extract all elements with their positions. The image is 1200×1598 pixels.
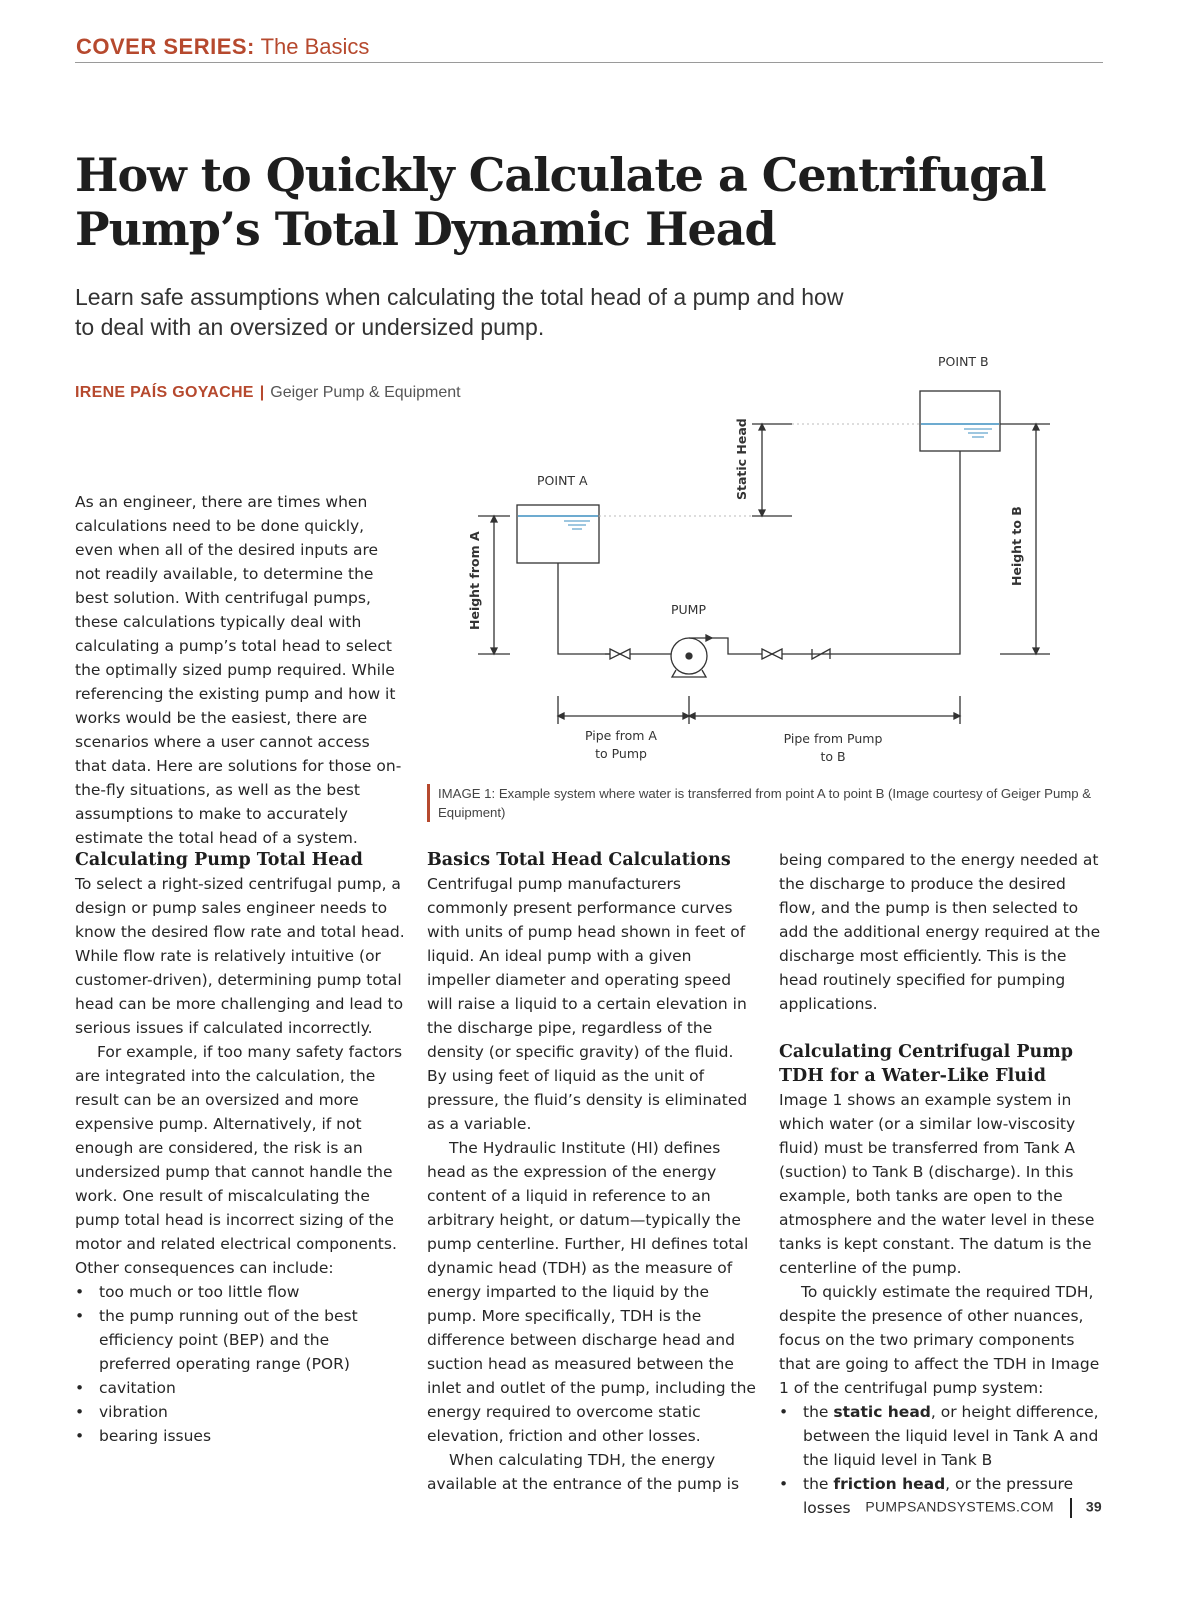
section-heading-water-like-fluid [779,1040,1105,1088]
author-name: IRENE PAÍS GOYACHE [75,384,254,401]
byline [75,384,461,402]
byline-separator: | [259,384,265,401]
list-item: • cavitation [75,1376,405,1400]
col2-paragraph-1: Centrifugal pump manufacturers commonly present performance curves with units of pump head shown in feet of liquid. An ideal pump with a given impeller diameter and operating speed will raise a liquid to a certain elevation in the discharge pipe, regardless of the density (or specific gravity) of the fluid. By using feet of liquid as the unit of pressure, the fluid’s density is eliminated as a variable. [427,875,748,1133]
label-height-to-b: Height to B [1009,506,1024,586]
author-organization: Geiger Pump & Equipment [270,384,461,401]
label-static-head: Static Head [734,418,749,500]
list-item: • the friction head, or the pressure losses [779,1472,1105,1520]
page-footer [865,1498,1102,1518]
col2-paragraph-2: The Hydraulic Institute (HI) defines head as the expression of the energy content of a liquid in reference to an arbitrary height, or datum—typically the pump centerline. Further, HI defines total dynamic head (TDH) as the measure of energy imparted to the liquid by the pump. More specifically, TDH is the difference between discharge head and suction head as measured between the inlet and outlet of the pump, including the energy required to overcome static elevation, friction and other losses. [427,1139,756,1445]
label-pipe-a-2: to Pump [595,746,647,761]
label-pump: PUMP [671,602,707,617]
discharge-pipe [689,451,960,654]
deck-line-1: Learn safe assumptions when calculating the total head of a pump and how [75,284,844,310]
series-label: COVER SERIES: [76,34,255,59]
page-number: 39 [1085,1498,1102,1515]
pump-system-diagram [440,340,1080,780]
caption-text: Example system where water is transferred from point A to point B (Image courtesy of Geiger Pump & Equipment) [438,786,1092,820]
figure-caption [427,784,1118,822]
list-item: • the pump running out of the best efficiency point (BEP) and the preferred operating range (POR) [75,1304,405,1376]
list-item: • bearing issues [75,1424,405,1448]
series-header [76,34,369,60]
title-line-2: Pump’s Total Dynamic Head [75,202,776,256]
label-height-from-a: Height from A [467,531,482,630]
article-title [75,148,1046,256]
col2-paragraph-3: When calculating TDH, the energy available at the entrance of the pump is [427,1451,740,1493]
col3-paragraph-1: being compared to the energy needed at the discharge to produce the desired flow, and the pump is then selected to add the additional energy required at the discharge most efficiently. This is the head routinely specified for pumping applications. [779,851,1101,1013]
term-static-head: static head [833,1403,931,1421]
discharge-valve [762,649,772,659]
tank-b [920,391,1000,451]
col3-paragraph-3: To quickly estimate the required TDH, despite the presence of other nuances, focus on the two primary components that are going to affect the TDH in Image 1 of the centrifugal pump system: [779,1283,1100,1397]
column-1 [75,848,405,1448]
label-pipe-a-1: Pipe from A [585,728,657,743]
caption-label: IMAGE 1: [438,786,496,801]
column-3 [779,848,1105,1520]
col3-paragraph-2: Image 1 shows an example system in which water (or a similar low-viscosity fluid) must be transferred from Tank A (suction) to Tank B (discharge). In this example, both tanks are open to the atmosphere and the water level in these tanks is kept constant. The datum is the centerline of the pump. [779,1091,1095,1277]
list-item: • the static head, or height difference, between the liquid level in Tank A and the liquid level in Tank B [779,1400,1105,1472]
heading-line-2: TDH for a Water-Like Fluid [779,1066,1046,1086]
label-point-b: POINT B [938,354,989,369]
title-line-1: How to Quickly Calculate a Centrifugal [75,148,1046,202]
label-pipe-b-1: Pipe from Pump [783,731,883,746]
header-rule [75,62,1103,63]
label-pipe-b-2: to B [820,749,846,764]
heading-line-1: Calculating Centrifugal Pump [779,1042,1074,1062]
column-2 [427,848,757,1496]
suction-valve [610,649,620,659]
article-deck [75,282,905,342]
section-heading-pump-total-head: Calculating Pump Total Head [75,850,363,870]
label-point-a: POINT A [537,473,588,488]
consequences-list [75,1280,405,1448]
list-item: • vibration [75,1400,405,1424]
intro-paragraph: As an engineer, there are times when calculations need to be done quickly, even when all of the desired inputs are not readily available, to determine the best solution. With centrifugal pumps, these calculations typically deal with calculating a pump’s total head to select the optimally sized pump required. While referencing the existing pump and how it works would be the easiest, there are scenarios where a user cannot access that data. Here are solutions for those on-the-fly situations, as well as the best assumptions to make to accurately estimate the total head of a system. [75,493,402,847]
tank-a [517,505,599,563]
series-topic: The Basics [260,34,370,59]
footer-divider [1070,1498,1072,1518]
list-item: • too much or too little flow [75,1280,405,1304]
col1-paragraph-1: To select a right-sized centrifugal pump, a design or pump sales engineer needs to know the desired flow rate and total head. While flow rate is relatively intuitive (or customer-driven), determining pump total head can be more challenging and lead to serious issues if calculated incorrectly. [75,875,405,1037]
term-friction-head: friction head [833,1475,946,1493]
footer-site: PUMPSANDSYSTEMS.COM [865,1498,1054,1515]
suction-pipe [558,563,672,654]
deck-line-2: to deal with an oversized or undersized pump. [75,314,545,340]
col1-paragraph-2: For example, if too many safety factors are integrated into the calculation, the result can be an oversized and more expensive pump. Alternatively, if not enough are considered, the risk is an undersized pump that cannot handle the work. One result of miscalculating the pump total head is incorrect sizing of the motor and related electrical components. Other consequences can include: [75,1043,403,1277]
section-heading-basics: Basics Total Head Calculations [427,850,731,870]
